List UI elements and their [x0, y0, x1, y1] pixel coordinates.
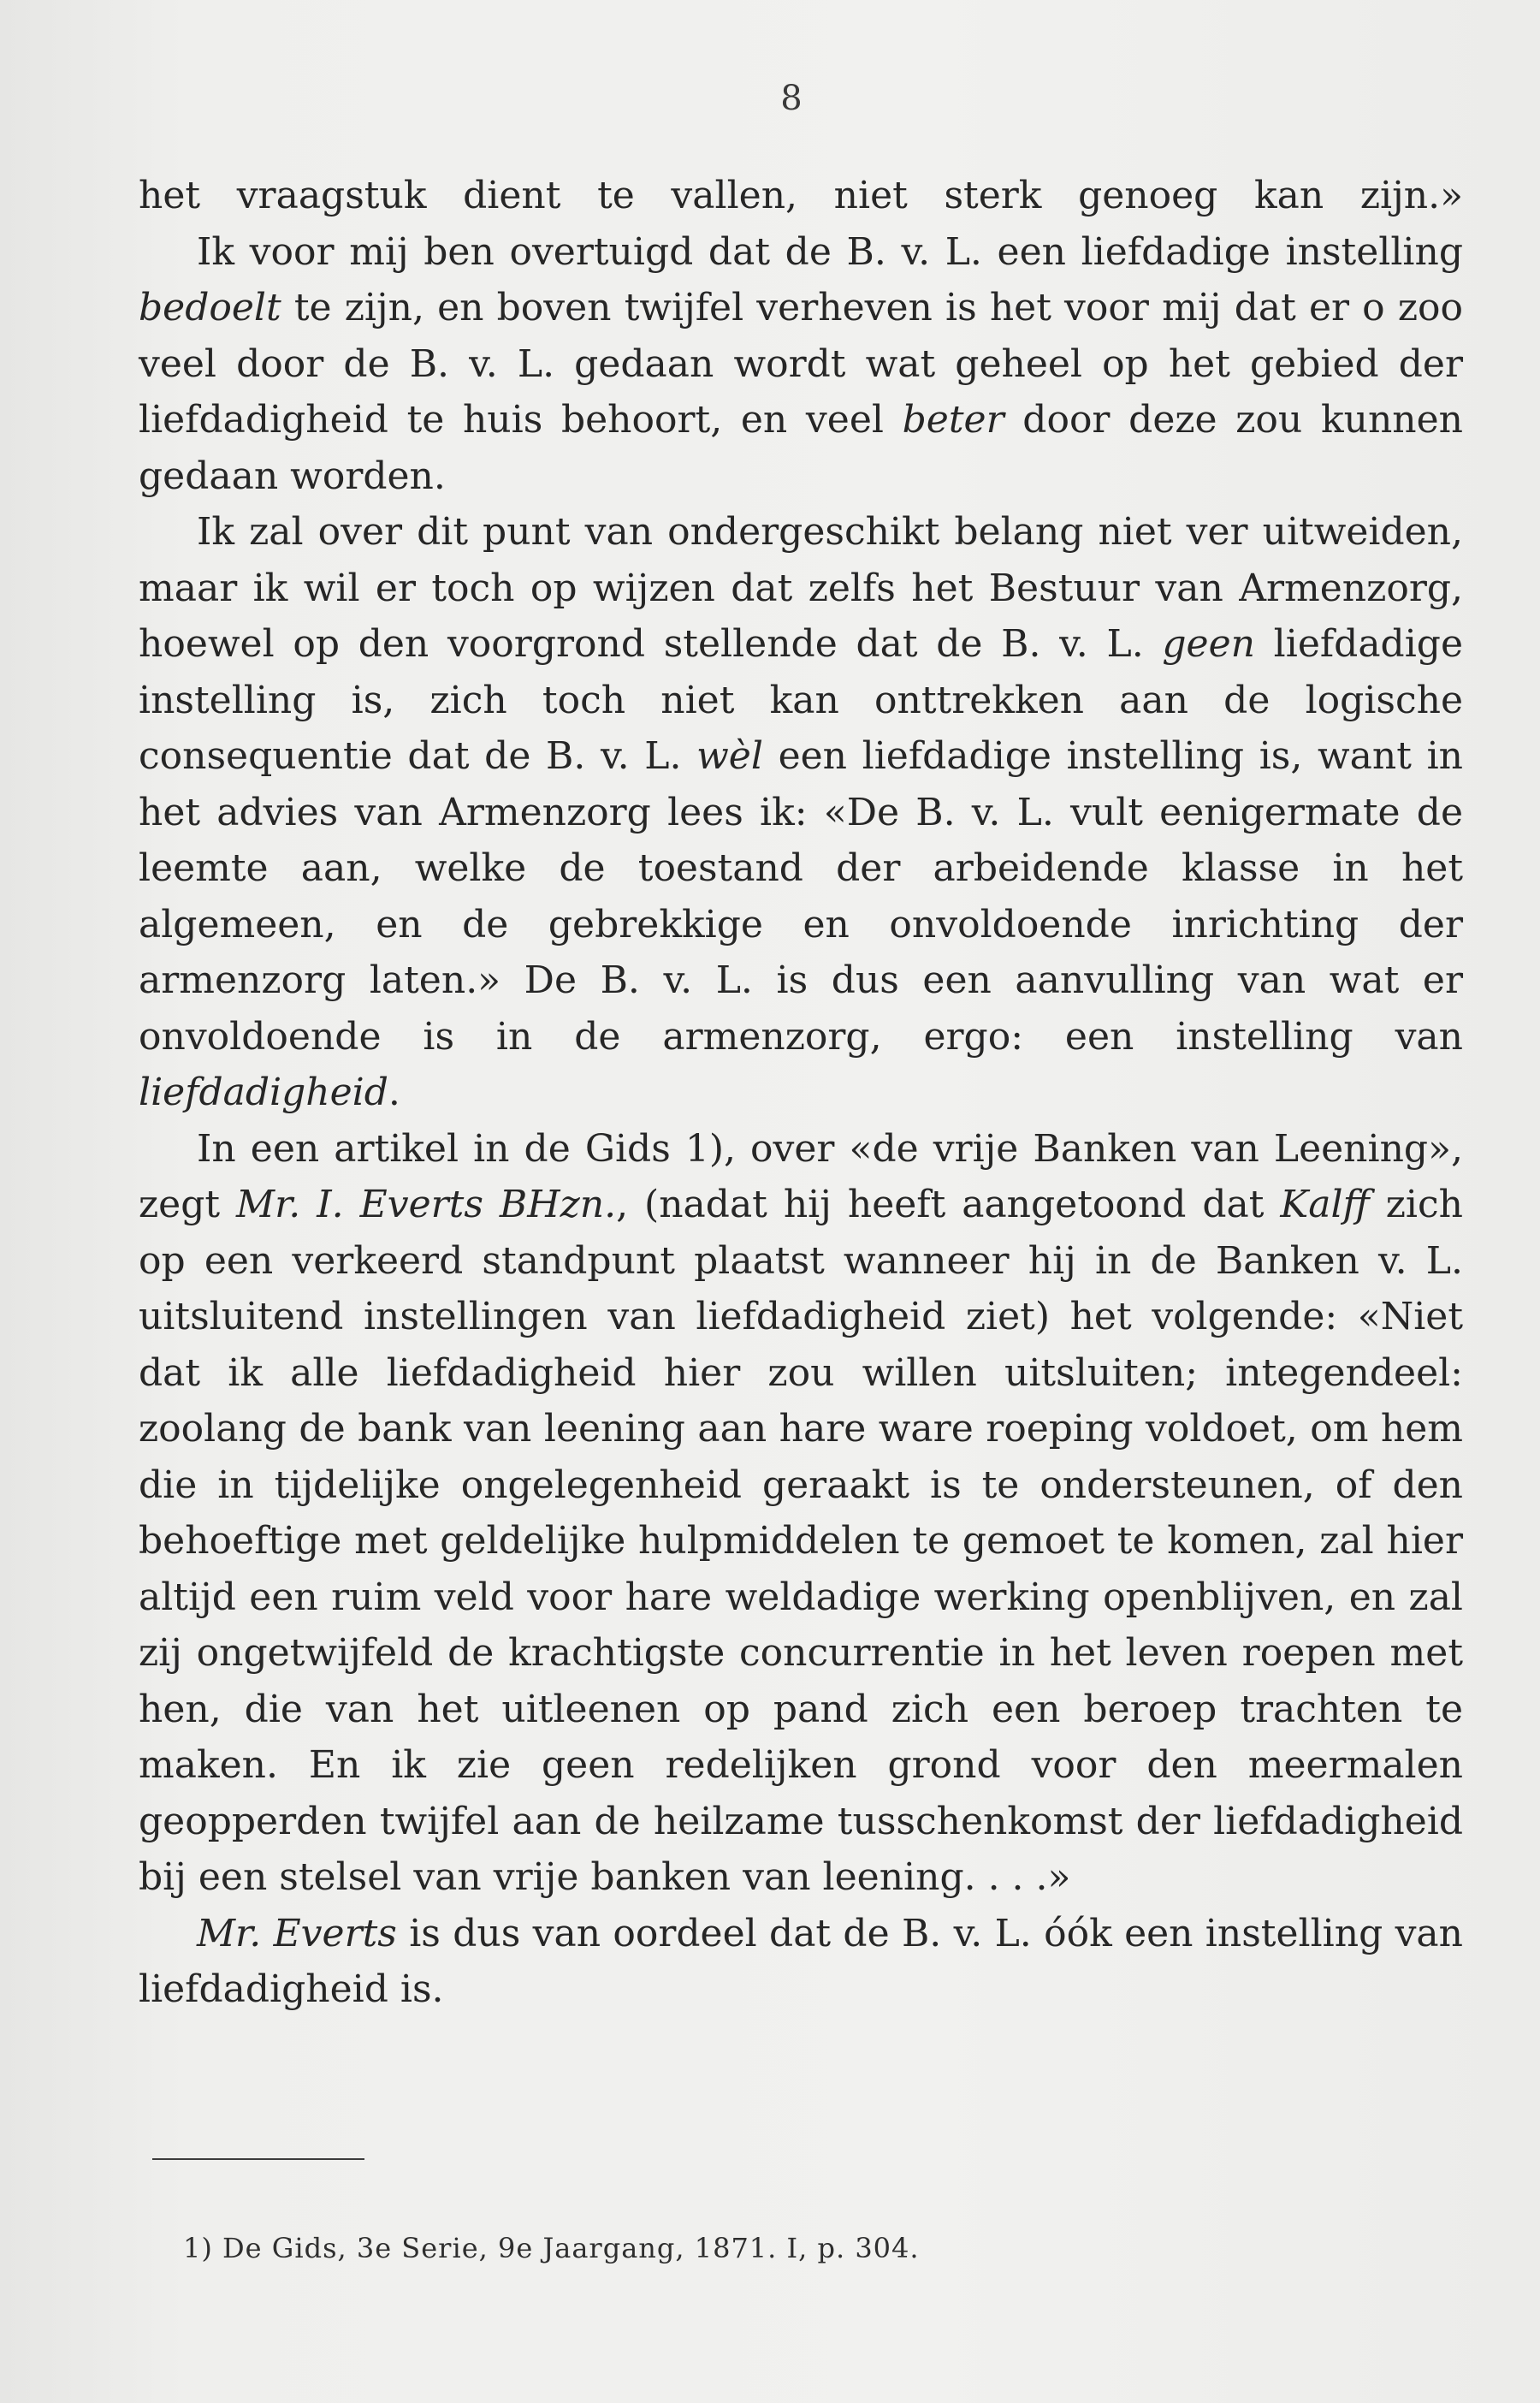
text-run: te zijn, en boven twijfel verheven is het voor mij dat er o zoo veel door de B. v. L. gedaan wordt wat geheel op het gebied der liefdadigheid te huis behoort, en veel: [139, 286, 1463, 442]
paragraph-gids-artikel: [139, 1121, 1463, 1906]
italic-text-run: Mr. I. Everts BHzn.: [236, 1183, 617, 1226]
paragraph-armenzorg: [139, 504, 1463, 1121]
text-run: , (nadat hij heeft aangetoond dat: [616, 1183, 1281, 1226]
text-run: een liefdadige instelling is, want in het advies van Armenzorg lees ik: «De B. v. L. vult eenigermate de leemte aan, welke de toestand der arbeidende klasse in het algemeen, en de gebrekkige en onvoldoende inrichting der armenzorg laten.» De B. v. L. is dus een aanvulling van wat er onvoldoende is in de armenzorg, ergo: een instelling van: [139, 734, 1463, 1059]
text-run: Ik voor mij ben overtuigd dat de B. v. L. een liefdadige instelling: [197, 229, 1463, 274]
text-run: .: [388, 1071, 400, 1114]
italic-text-run: beter: [902, 398, 1004, 442]
paragraph-liefdadige-instelling: [139, 224, 1463, 505]
italic-text-run: liefdadigheid: [139, 1071, 388, 1114]
italic-text-run: Kalff: [1280, 1183, 1370, 1226]
italic-text-run: geen: [1162, 622, 1255, 666]
footnote-divider: [152, 2158, 364, 2160]
italic-text-run: wèl: [696, 734, 763, 778]
footnote: 1) De Gids, 3e Serie, 9e Jaargang, 1871. I, p. 304.: [183, 2232, 920, 2264]
text-run: Ik zal over dit punt van ondergeschikt belang niet ver uitweiden, maar ik wil er toch op wijzen dat zelfs het Bestuur van Armenzorg, hoewel op den voorgrond stellende dat de B. v. L.: [139, 510, 1463, 666]
italic-text-run: Mr. Everts: [197, 1911, 397, 1955]
text-run: is dus van oordeel dat de B. v. L. óók een instelling van liefdadigheid is.: [139, 1911, 1463, 2011]
text-run: het vraagstuk dient te vallen, niet sterk genoeg kan zijn.»: [139, 174, 1463, 217]
text-run: In een artikel in de Gids 1), over «de vrije Banken van Leening», zegt: [139, 1126, 1463, 1226]
text-run: liefdadige instelling is, zich toch niet kan onttrekken aan de logische consequentie dat de B. v. L.: [139, 622, 1463, 778]
body-text: [139, 168, 1463, 2018]
italic-text-run: bedoelt: [139, 286, 281, 329]
paragraph-conclusion: [139, 1906, 1463, 2018]
text-run: zich op een verkeerd standpunt plaatst wanneer hij in de Banken v. L. uitsluitend instellingen van liefdadigheid ziet) het volgende: «Niet dat ik alle liefdadigheid hier zou willen uitsluiten; integendeel: zoolang de bank van leening aan hare ware roeping voldoet, om hem die in tijdelijke ongelegenheid geraakt is te ondersteunen, of den behoeftige met geldelijke hulpmiddelen te gemoet te komen, zal hier altijd een ruim veld voor hare weldadige werking openblijven, en zal zij ongetwijfeld de krachtigste concurrentie in het leven roepen met hen, die van het uitleenen op pand zich een beroep trachten te maken. En ik zie geen redelijken grond voor den meermalen geopperden twijfel aan de heilzame tusschenkomst der liefdadigheid bij een stelsel van vrije banken van leening. . . .»: [139, 1183, 1463, 1899]
page-number: 8: [780, 79, 803, 118]
text-run: door deze zou kunnen gedaan worden.: [139, 398, 1463, 498]
paragraph-continuation: [139, 168, 1463, 224]
